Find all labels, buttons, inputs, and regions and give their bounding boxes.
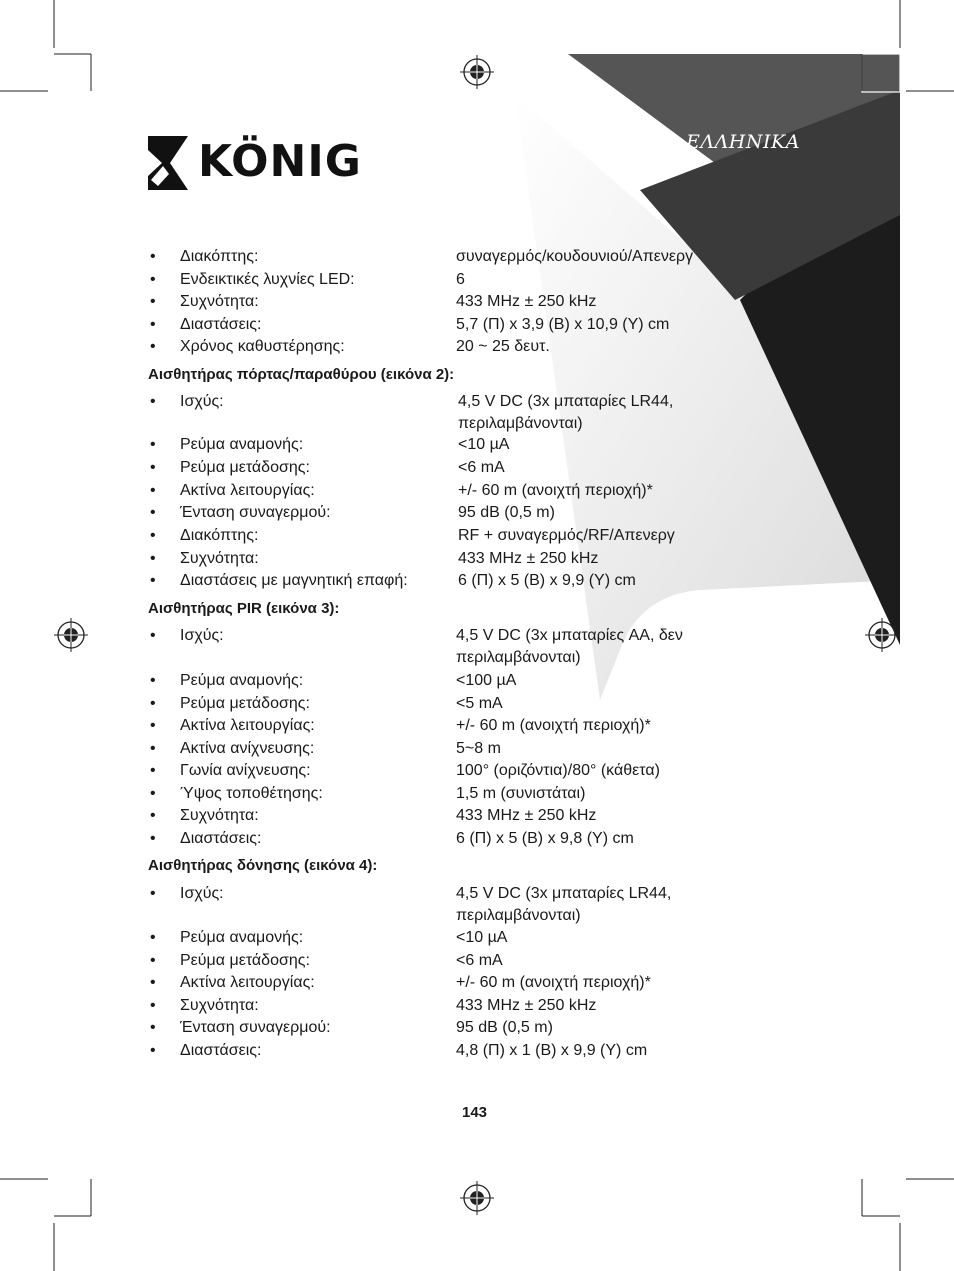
konig-logo	[148, 136, 362, 190]
spec-value-continued: περιλαμβάνονται)	[456, 649, 581, 666]
section-heading: Αισθητήρας δόνησης (εικόνα 4):	[148, 857, 378, 874]
spec-label: Ύψος τοποθέτησης:	[180, 784, 323, 802]
logo-wordmark: KÖNIG	[198, 136, 362, 187]
bullet: •	[150, 549, 156, 567]
spec-value: 6 (Π) x 5 (Β) x 9,8 (Υ) cm	[456, 829, 634, 847]
spec-value-continued: περιλαμβάνονται)	[458, 415, 583, 432]
bullet: •	[150, 807, 156, 824]
spec-value: RF + συναγερμός/RF/Απενεργ	[458, 527, 675, 544]
spec-value: <10 µA	[456, 929, 508, 946]
bullet: •	[150, 572, 156, 589]
section-heading: Αισθητήρας πόρτας/παραθύρου (εικόνα 2):	[148, 366, 455, 383]
spec-label: Διαστάσεις:	[180, 829, 262, 847]
bullet: •	[150, 504, 156, 521]
spec-value: 6	[456, 270, 465, 288]
spec-value: <6 mA	[458, 459, 505, 476]
spec-label: Ακτίνα ανίχνευσης:	[180, 739, 315, 757]
spec-value: 95 dB (0,5 m)	[456, 1019, 553, 1036]
bullet: •	[150, 951, 156, 969]
registration-mark-top	[460, 55, 494, 89]
spec-label: Διαστάσεις:	[180, 315, 262, 333]
language-label: ΕΛΛΗΝΙΚΑ	[686, 131, 800, 153]
spec-label: Ισχύς:	[180, 393, 224, 410]
spec-label: Διακόπτης:	[180, 248, 259, 265]
bullet: •	[150, 1019, 156, 1036]
spec-value: 20 ~ 25 δευτ.	[456, 338, 550, 355]
spec-label: Συχνότητα:	[180, 996, 259, 1014]
bullet: •	[150, 338, 156, 355]
bullet: •	[150, 974, 156, 991]
spec-label: Συχνότητα:	[180, 549, 259, 567]
konig-k-emblem	[148, 136, 188, 190]
section-heading: Αισθητήρας PIR (εικόνα 3):	[148, 600, 340, 617]
bullet: •	[150, 270, 156, 288]
bullet: •	[150, 829, 156, 847]
bullet: •	[150, 293, 156, 310]
bullet: •	[150, 694, 156, 712]
spec-label: Γωνία ανίχνευσης:	[180, 762, 311, 779]
bullet: •	[150, 393, 156, 410]
spec-value: 4,5 V DC (3x μπαταρίες LR44,	[456, 885, 672, 902]
spec-value: 1,5 m (συνιστάται)	[456, 784, 586, 802]
spec-label: Διαστάσεις:	[180, 1041, 262, 1059]
spec-label: Χρόνος καθυστέρησης:	[180, 338, 345, 355]
spec-label: Ισχύς:	[180, 627, 224, 644]
spec-value: 100° (οριζόντια)/80° (κάθετα)	[456, 762, 660, 779]
spec-label: Συχνότητα:	[180, 807, 259, 824]
registration-mark-bottom	[460, 1181, 494, 1215]
spec-label: Ρεύμα αναμονής:	[180, 929, 304, 946]
spec-label: Ρεύμα αναμονής:	[180, 672, 304, 689]
spec-value: 6 (Π) x 5 (Β) x 9,9 (Υ) cm	[458, 572, 636, 589]
spec-label: Ενδεικτικές λυχνίες LED:	[180, 270, 355, 288]
bullet: •	[150, 459, 156, 476]
spec-value: 95 dB (0,5 m)	[458, 504, 555, 521]
bullet: •	[150, 672, 156, 689]
spec-label: Ένταση συναγερμού:	[180, 1019, 331, 1036]
spec-value: 433 MHz ± 250 kHz	[456, 807, 597, 824]
bullet: •	[150, 784, 156, 802]
spec-label: Ακτίνα λειτουργίας:	[180, 717, 315, 734]
bullet: •	[150, 929, 156, 946]
spec-value: 5,7 (Π) x 3,9 (Β) x 10,9 (Υ) cm	[456, 315, 670, 333]
spec-value: +/- 60 m (ανοιχτή περιοχή)*	[456, 717, 651, 734]
bullet: •	[150, 481, 156, 499]
spec-value: <5 mA	[456, 694, 503, 712]
spec-value: συναγερμός/κουδουνιού/Απενεργ	[456, 248, 694, 265]
spec-value: 433 MHz ± 250 kHz	[456, 293, 597, 310]
spec-label: Ρεύμα μετάδοσης:	[180, 459, 310, 476]
bullet: •	[150, 996, 156, 1014]
spec-label: Ισχύς:	[180, 885, 224, 902]
bullet: •	[150, 315, 156, 333]
bullet: •	[150, 627, 156, 644]
spec-label: Ρεύμα αναμονής:	[180, 436, 304, 453]
spec-label: Διαστάσεις με μαγνητική επαφή:	[180, 572, 408, 589]
spec-value: 4,5 V DC (3x μπαταρίες LR44,	[458, 393, 674, 410]
bullet: •	[150, 527, 156, 544]
spec-value: <100 µA	[456, 672, 517, 689]
spec-label: Συχνότητα:	[180, 293, 259, 310]
spec-label: Διακόπτης:	[180, 527, 259, 544]
spec-value: 433 MHz ± 250 kHz	[456, 996, 597, 1014]
spec-label: Ακτίνα λειτουργίας:	[180, 974, 315, 991]
spec-value: <6 mA	[456, 951, 503, 969]
bullet: •	[150, 885, 156, 902]
spec-value: <10 µA	[458, 436, 510, 453]
spec-label: Ένταση συναγερμού:	[180, 504, 331, 521]
bullet: •	[150, 1041, 156, 1059]
registration-mark-left	[54, 618, 88, 652]
page-number: 143	[462, 1104, 488, 1121]
spec-value: +/- 60 m (ανοιχτή περιοχή)*	[456, 974, 651, 991]
spec-value: 4,5 V DC (3x μπαταρίες AA, δεν	[456, 627, 683, 644]
bullet: •	[150, 762, 156, 779]
spec-label: Ακτίνα λειτουργίας:	[180, 481, 315, 499]
spec-value-continued: περιλαμβάνονται)	[456, 907, 581, 924]
spec-value: 4,8 (Π) x 1 (Β) x 9,9 (Υ) cm	[456, 1041, 648, 1059]
bullet: •	[150, 436, 156, 453]
spec-value: +/- 60 m (ανοιχτή περιοχή)*	[458, 481, 653, 499]
spec-label: Ρεύμα μετάδοσης:	[180, 694, 310, 712]
spec-label: Ρεύμα μετάδοσης:	[180, 951, 310, 969]
bullet: •	[150, 248, 156, 265]
bullet: •	[150, 739, 156, 757]
spec-value: 433 MHz ± 250 kHz	[458, 549, 599, 567]
bullet: •	[150, 717, 156, 734]
spec-value: 5~8 m	[456, 739, 501, 757]
